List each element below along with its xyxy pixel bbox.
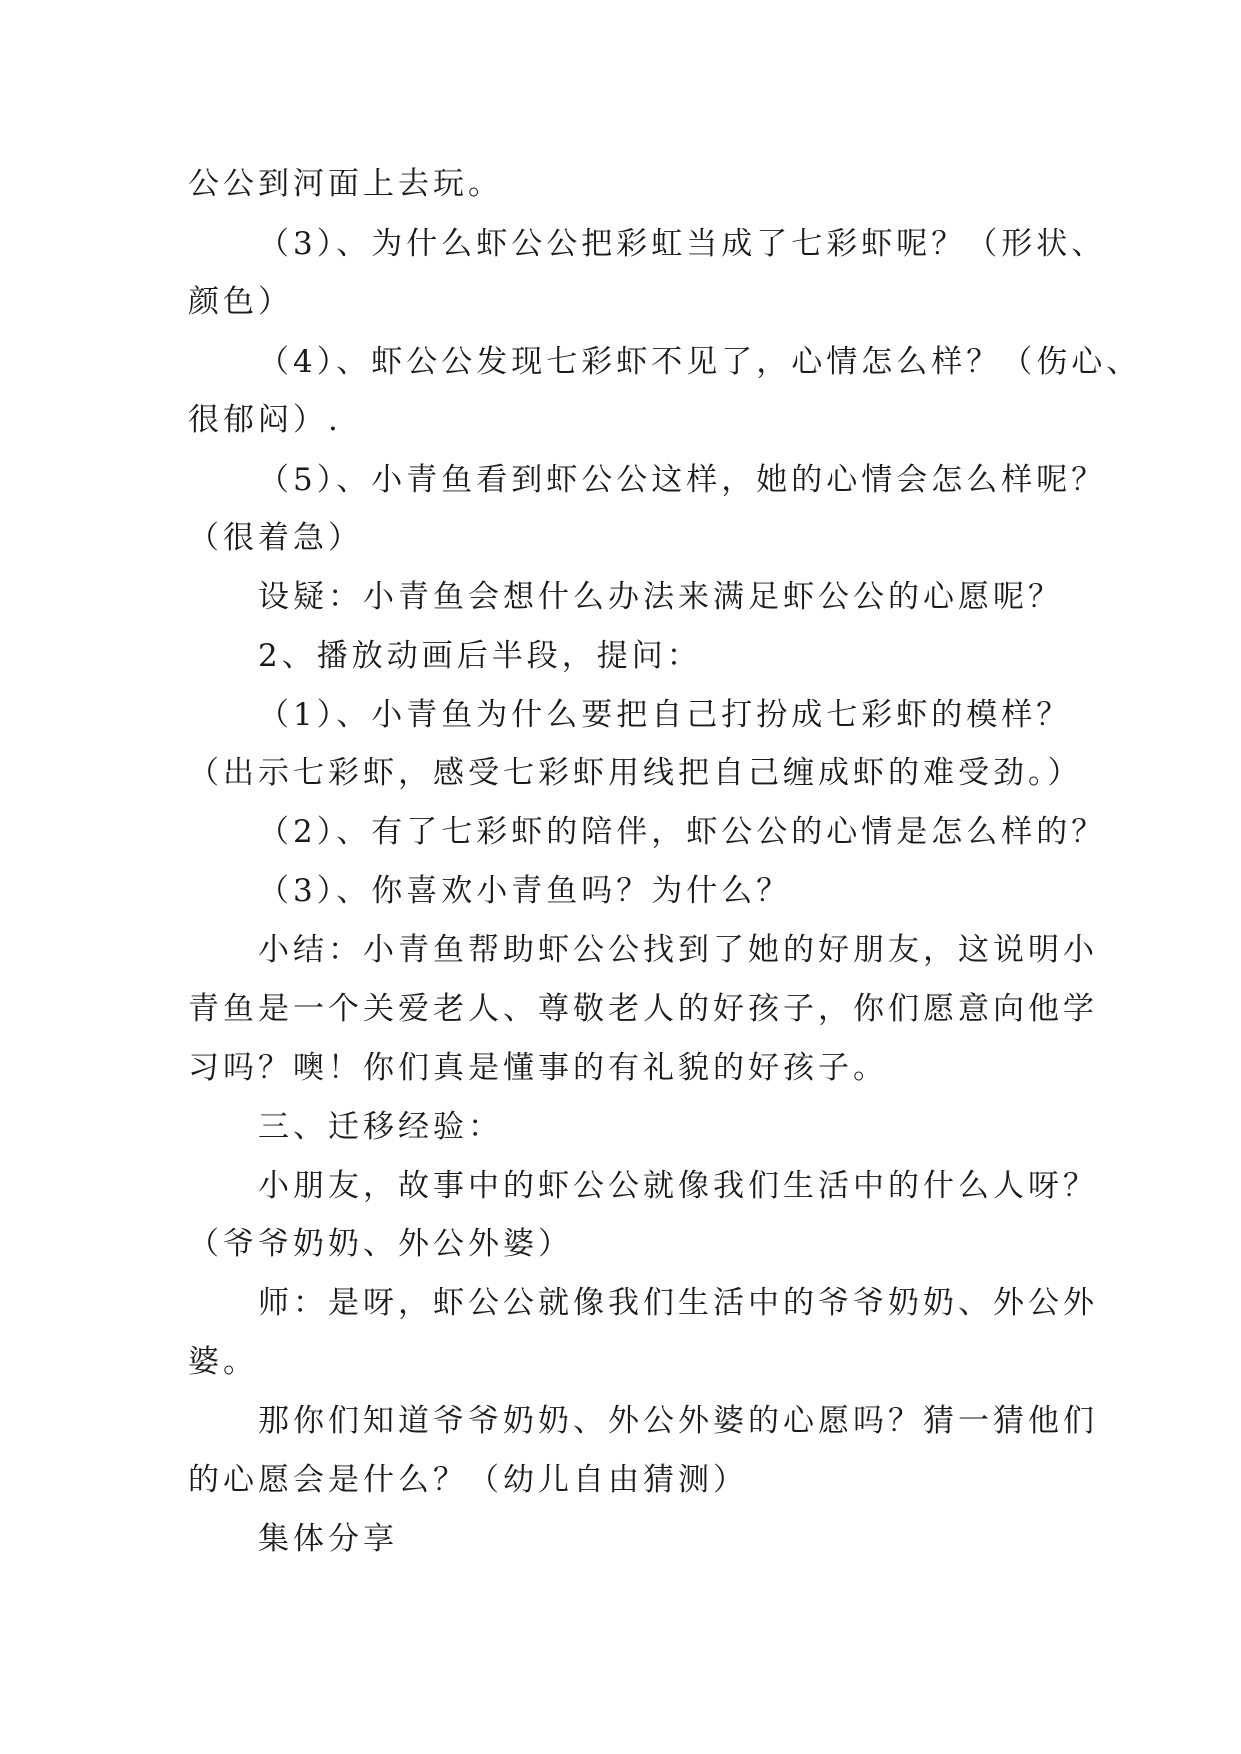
text-line: 设疑：小青鱼会想什么办法来满足虾公公的心愿呢？: [258, 579, 1063, 615]
text-line: 习吗？噢！你们真是懂事的有礼貌的好孩子。: [188, 1050, 888, 1086]
text-line: 师：是呀，虾公公就像我们生活中的爷爷奶奶、外公外: [258, 1285, 1098, 1321]
text-line: （2）、有了七彩虾的陪伴，虾公公的心情是怎么样的？: [258, 814, 1107, 850]
text-line: （3）、为什么虾公公把彩虹当成了七彩虾呢？（形状、: [258, 226, 1107, 262]
text-line: 的心愿会是什么？（幼儿自由猜测）: [188, 1462, 748, 1498]
text-line: （很着急）: [188, 520, 363, 556]
text-line: 很郁闷）.: [188, 402, 342, 438]
text-line: （3）、你喜欢小青鱼吗？为什么？: [258, 873, 792, 909]
text-line: （爷爷奶奶、外公外婆）: [188, 1226, 573, 1262]
text-line: 集体分享: [258, 1521, 398, 1557]
text-line: 2、播放动画后半段，提问：: [258, 638, 702, 674]
text-line: 小结：小青鱼帮助虾公公找到了她的好朋友，这说明小: [258, 932, 1098, 968]
text-line: （4）、虾公公发现七彩虾不见了，心情怎么样？（伤心、: [258, 344, 1142, 380]
text-line: 那你们知道爷爷奶奶、外公外婆的心愿吗？猜一猜他们: [258, 1403, 1098, 1439]
text-line: （1）、小青鱼为什么要把自己打扮成七彩虾的模样？: [258, 697, 1072, 733]
text-line: 青鱼是一个关爱老人、尊敬老人的好孩子，你们愿意向他学: [188, 991, 1098, 1027]
text-line: 婆。: [188, 1344, 258, 1380]
text-line: （5）、小青鱼看到虾公公这样，她的心情会怎么样呢？: [258, 462, 1107, 498]
text-line: 颜色）: [188, 284, 293, 320]
text-line: 公公到河面上去玩。: [188, 166, 503, 202]
section-heading: 三、迁移经验：: [258, 1109, 503, 1145]
text-line: 小朋友，故事中的虾公公就像我们生活中的什么人呀？: [258, 1168, 1098, 1204]
text-line: （出示七彩虾，感受七彩虾用线把自己缠成虾的难受劲。）: [188, 755, 1083, 791]
